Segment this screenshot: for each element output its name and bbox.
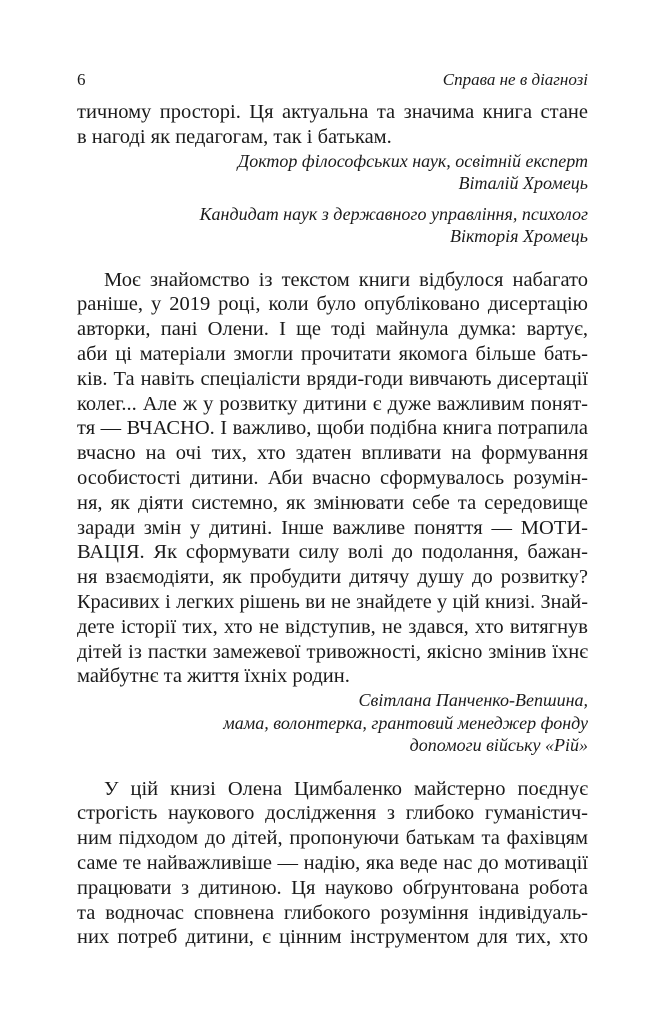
text-line: в нагоді як педагогам, так і батькам. (77, 125, 392, 148)
book-page (77, 70, 588, 950)
text-line: ВАЦІЯ. Як сформувати силу волі до подолання, бажан- (77, 541, 588, 564)
text-line: дете історії тих, хто не відступив, не здався, хто витягнув (77, 615, 588, 638)
text-line: ків. Та навіть спеціалісти вряди-годи вивчають дисертації (77, 367, 588, 390)
text-line: строгість наукового дослідження з глибоко гуманістич- (77, 802, 588, 825)
text-line: колег... Але ж у розвитку дитини є дуже важливим понят- (77, 392, 588, 415)
text-line: та водночас сповнена глибокого розуміння індивідуаль- (77, 901, 588, 924)
signature-block-1 (77, 150, 588, 248)
text-line: саме те найважливіше — надію, яка веде нас до мотивації (77, 852, 588, 875)
page-header (77, 70, 588, 100)
text-line: особистості дитини. Аби вчасно сформувалось розумін- (77, 466, 588, 489)
text-line: майбутнє та життя їхніх родин. (77, 665, 350, 688)
text-line: заради змін у дитині. Інше важливе поняття — МОТИ- (77, 516, 588, 539)
signature-title: Кандидат наук з державного управління, психолог (199, 203, 588, 224)
text-line: аби ці матеріали змогли прочитати якомога більше бать- (77, 342, 588, 365)
text-line: тя — ВЧАСНО. І важливо, щоби подібна книга потрапила (77, 417, 588, 440)
signature-title: мама, волонтерка, грантовий менеджер фонду (223, 712, 588, 733)
text-line: ня взаємодіяти, як пробудити дитячу душу до розвитку? (77, 566, 588, 589)
running-title: Справа не в діагнозі (442, 70, 588, 89)
signature-name: Вікторія Хромець (449, 226, 588, 247)
signature-name: Світлана Панченко-Вепшина, (358, 690, 588, 711)
page-number: 6 (77, 70, 86, 89)
text-line: авторки, пані Олени. І ще тоді майнула думка: вартує, (77, 318, 588, 341)
signature-title: допомоги війську «Рій» (409, 735, 588, 756)
text-line: Моє знайомство із текстом книги відбулося набагато (104, 268, 588, 291)
text-line: Красивих і легких рішень ви не знайдете у цій книзі. Знай- (77, 590, 588, 613)
intro-paragraph (77, 100, 588, 150)
text-line: дітей із пастки замежевої тривожності, якісно змінив їхнє (77, 640, 588, 663)
signature-name: Віталій Хромець (458, 173, 588, 194)
text-line: вчасно на очі тих, хто здатен впливати на формування (77, 442, 588, 465)
signature-block-2 (77, 689, 588, 757)
signature-title: Доктор філософських наук, освітній експерт (237, 150, 588, 171)
review-paragraph-2 (77, 268, 588, 690)
text-line: працювати з дитиною. Ця науково обґрунтована робота (77, 876, 588, 899)
review-paragraph-3 (77, 777, 588, 951)
text-line: них потреб дитини, є цінним інструментом для тих, хто (77, 926, 588, 949)
text-line: тичному просторі. Ця актуальна та значима книга стане (77, 101, 588, 123)
text-line: раніше, у 2019 році, коли було опубліковано дисертацію (77, 293, 588, 316)
text-line: У цій книзі Олена Цимбаленко майстерно поєднує (104, 777, 588, 800)
text-line: ним підходом до дітей, пропонуючи батькам та фахівцям (77, 827, 588, 850)
text-line: ня, як діяти системно, як змінювати себе та середовище (77, 491, 588, 514)
